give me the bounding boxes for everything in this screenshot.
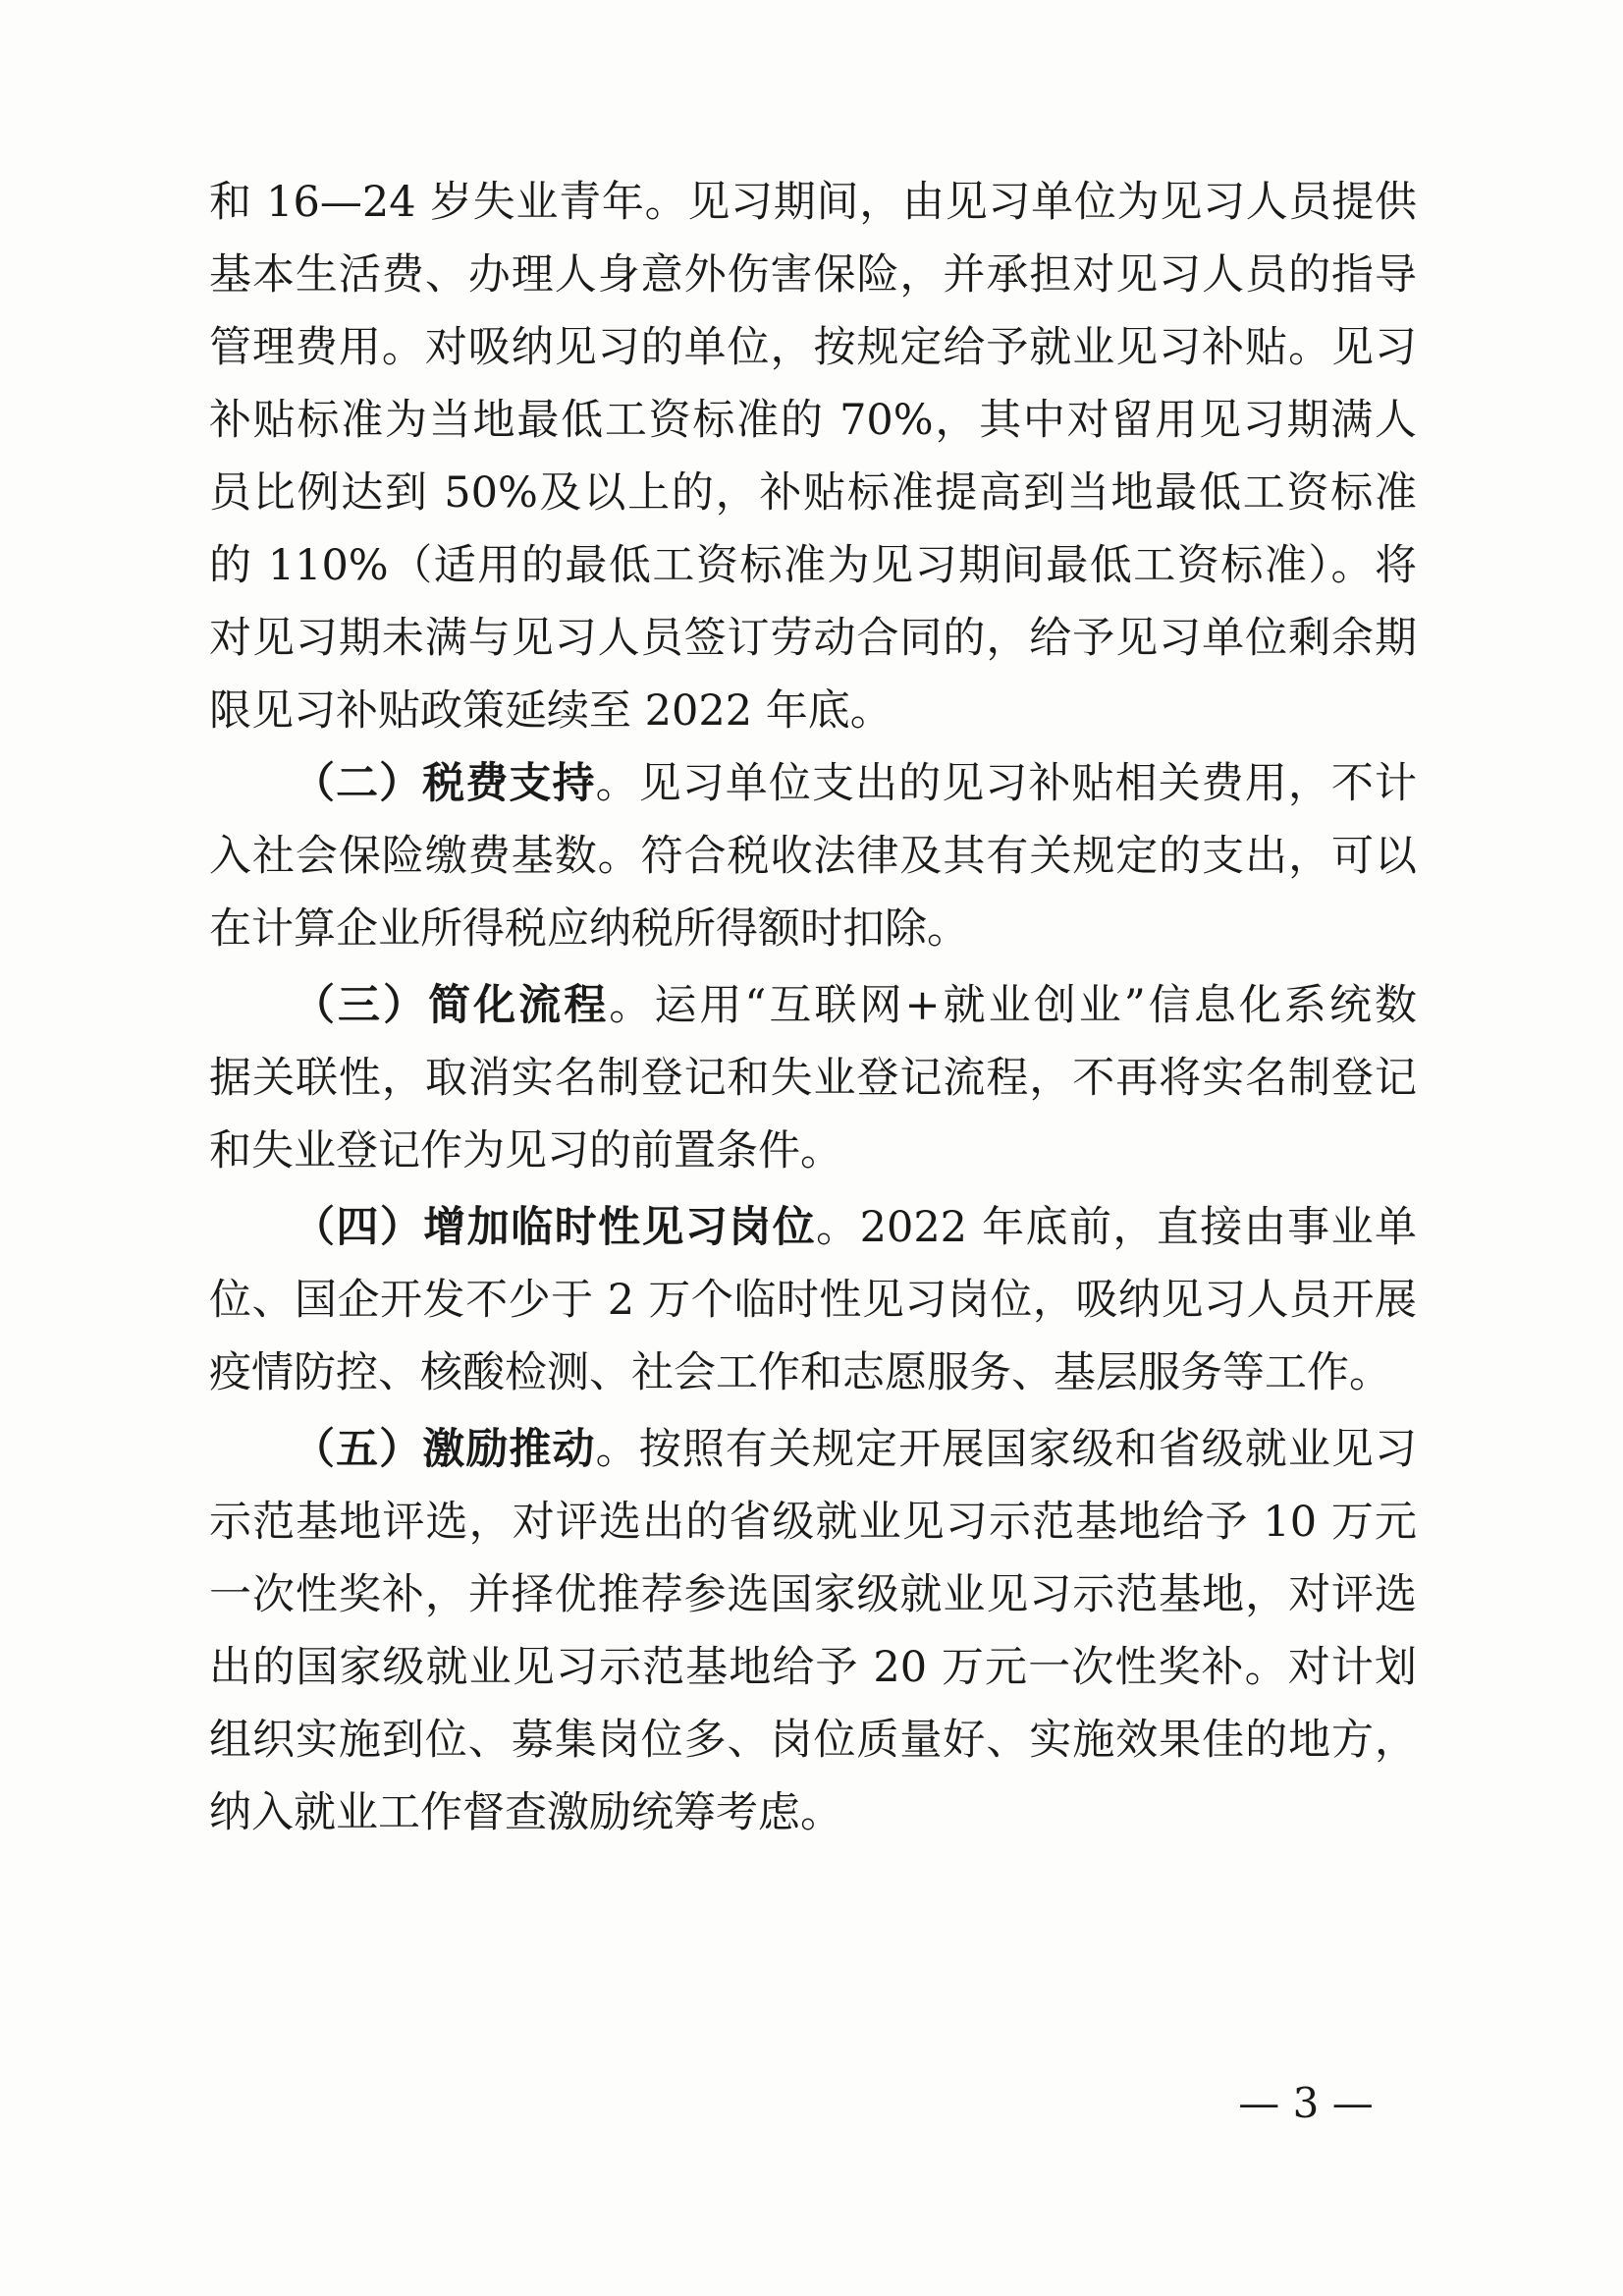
- paragraph-line: 限见习补贴政策延续至 2022 年底。: [209, 686, 893, 736]
- paragraph-line: 疫情防控、核酸检测、社会工作和志愿服务、基层服务等工作。: [209, 1348, 1391, 1397]
- paragraph-line: 出的国家级就业见习示范基地给予 20 万元一次性奖补。对计划: [209, 1643, 1417, 1692]
- section-heading: （四）增加临时性见习岗位: [293, 1203, 817, 1252]
- section-first-line: [293, 1198, 1417, 1257]
- section-text: 。见习单位支出的见习补贴相关费用，不计: [595, 759, 1418, 808]
- paragraph-line: 示范基地评选，对评选出的省级就业见习示范基地给予 10 万元: [209, 1498, 1417, 1547]
- section-first-line: [293, 754, 1417, 813]
- paragraph-line: 对见习期未满与见习人员签订劳动合同的，给予见习单位剩余期: [209, 614, 1417, 663]
- paragraph-line: 和失业登记作为见习的前置条件。: [209, 1126, 842, 1175]
- paragraph-line: 一次性奖补，并择优推荐参选国家级就业见习示范基地，对评选: [209, 1570, 1417, 1619]
- paragraph-line: 在计算企业所得税应纳税所得额时扣除。: [209, 904, 969, 954]
- paragraph-line: 管理费用。对吸纳见习的单位，按规定给予就业见习补贴。见习: [209, 323, 1417, 372]
- section-heading: （五）激励推动: [293, 1425, 596, 1474]
- section-text: 。2022 年底前，直接由事业单: [816, 1203, 1418, 1252]
- page-number: — 3 —: [1238, 2079, 1374, 2127]
- section-heading: （二）税费支持: [293, 759, 596, 808]
- section-text: 。运用“互联网+就业创业”信息化系统数: [609, 981, 1417, 1030]
- section-first-line: [293, 976, 1417, 1035]
- paragraph-line: 的 110%（适用的最低工资标准为见习期间最低工资标准）。将: [209, 541, 1417, 590]
- paragraph-line: 基本生活费、办理人身意外伤害保险，并承担对见习人员的指导: [209, 250, 1417, 300]
- paragraph-line: 补贴标准为当地最低工资标准的 70%，其中对留用见习期满人: [209, 396, 1417, 445]
- section-first-line: [293, 1420, 1417, 1479]
- section-heading: （三）简化流程: [293, 981, 610, 1030]
- paragraph-line: 入社会保险缴费基数。符合税收法律及其有关规定的支出，可以: [209, 832, 1417, 881]
- paragraph-line: 和 16—24 岁失业青年。见习期间，由见习单位为见习人员提供: [209, 178, 1417, 227]
- paragraph-line: 组织实施到位、募集岗位多、岗位质量好、实施效果佳的地方，: [209, 1716, 1417, 1765]
- section-text: 。按照有关规定开展国家级和省级就业见习: [595, 1425, 1418, 1474]
- paragraph-line: 位、国企开发不少于 2 万个临时性见习岗位，吸纳见习人员开展: [209, 1276, 1417, 1325]
- paragraph-line: 纳入就业工作督查激励统筹考虑。: [209, 1788, 842, 1837]
- paragraph-line: 员比例达到 50%及以上的，补贴标准提高到当地最低工资标准: [209, 468, 1417, 518]
- paragraph-line: 据关联性，取消实名制登记和失业登记流程，不再将实名制登记: [209, 1054, 1417, 1103]
